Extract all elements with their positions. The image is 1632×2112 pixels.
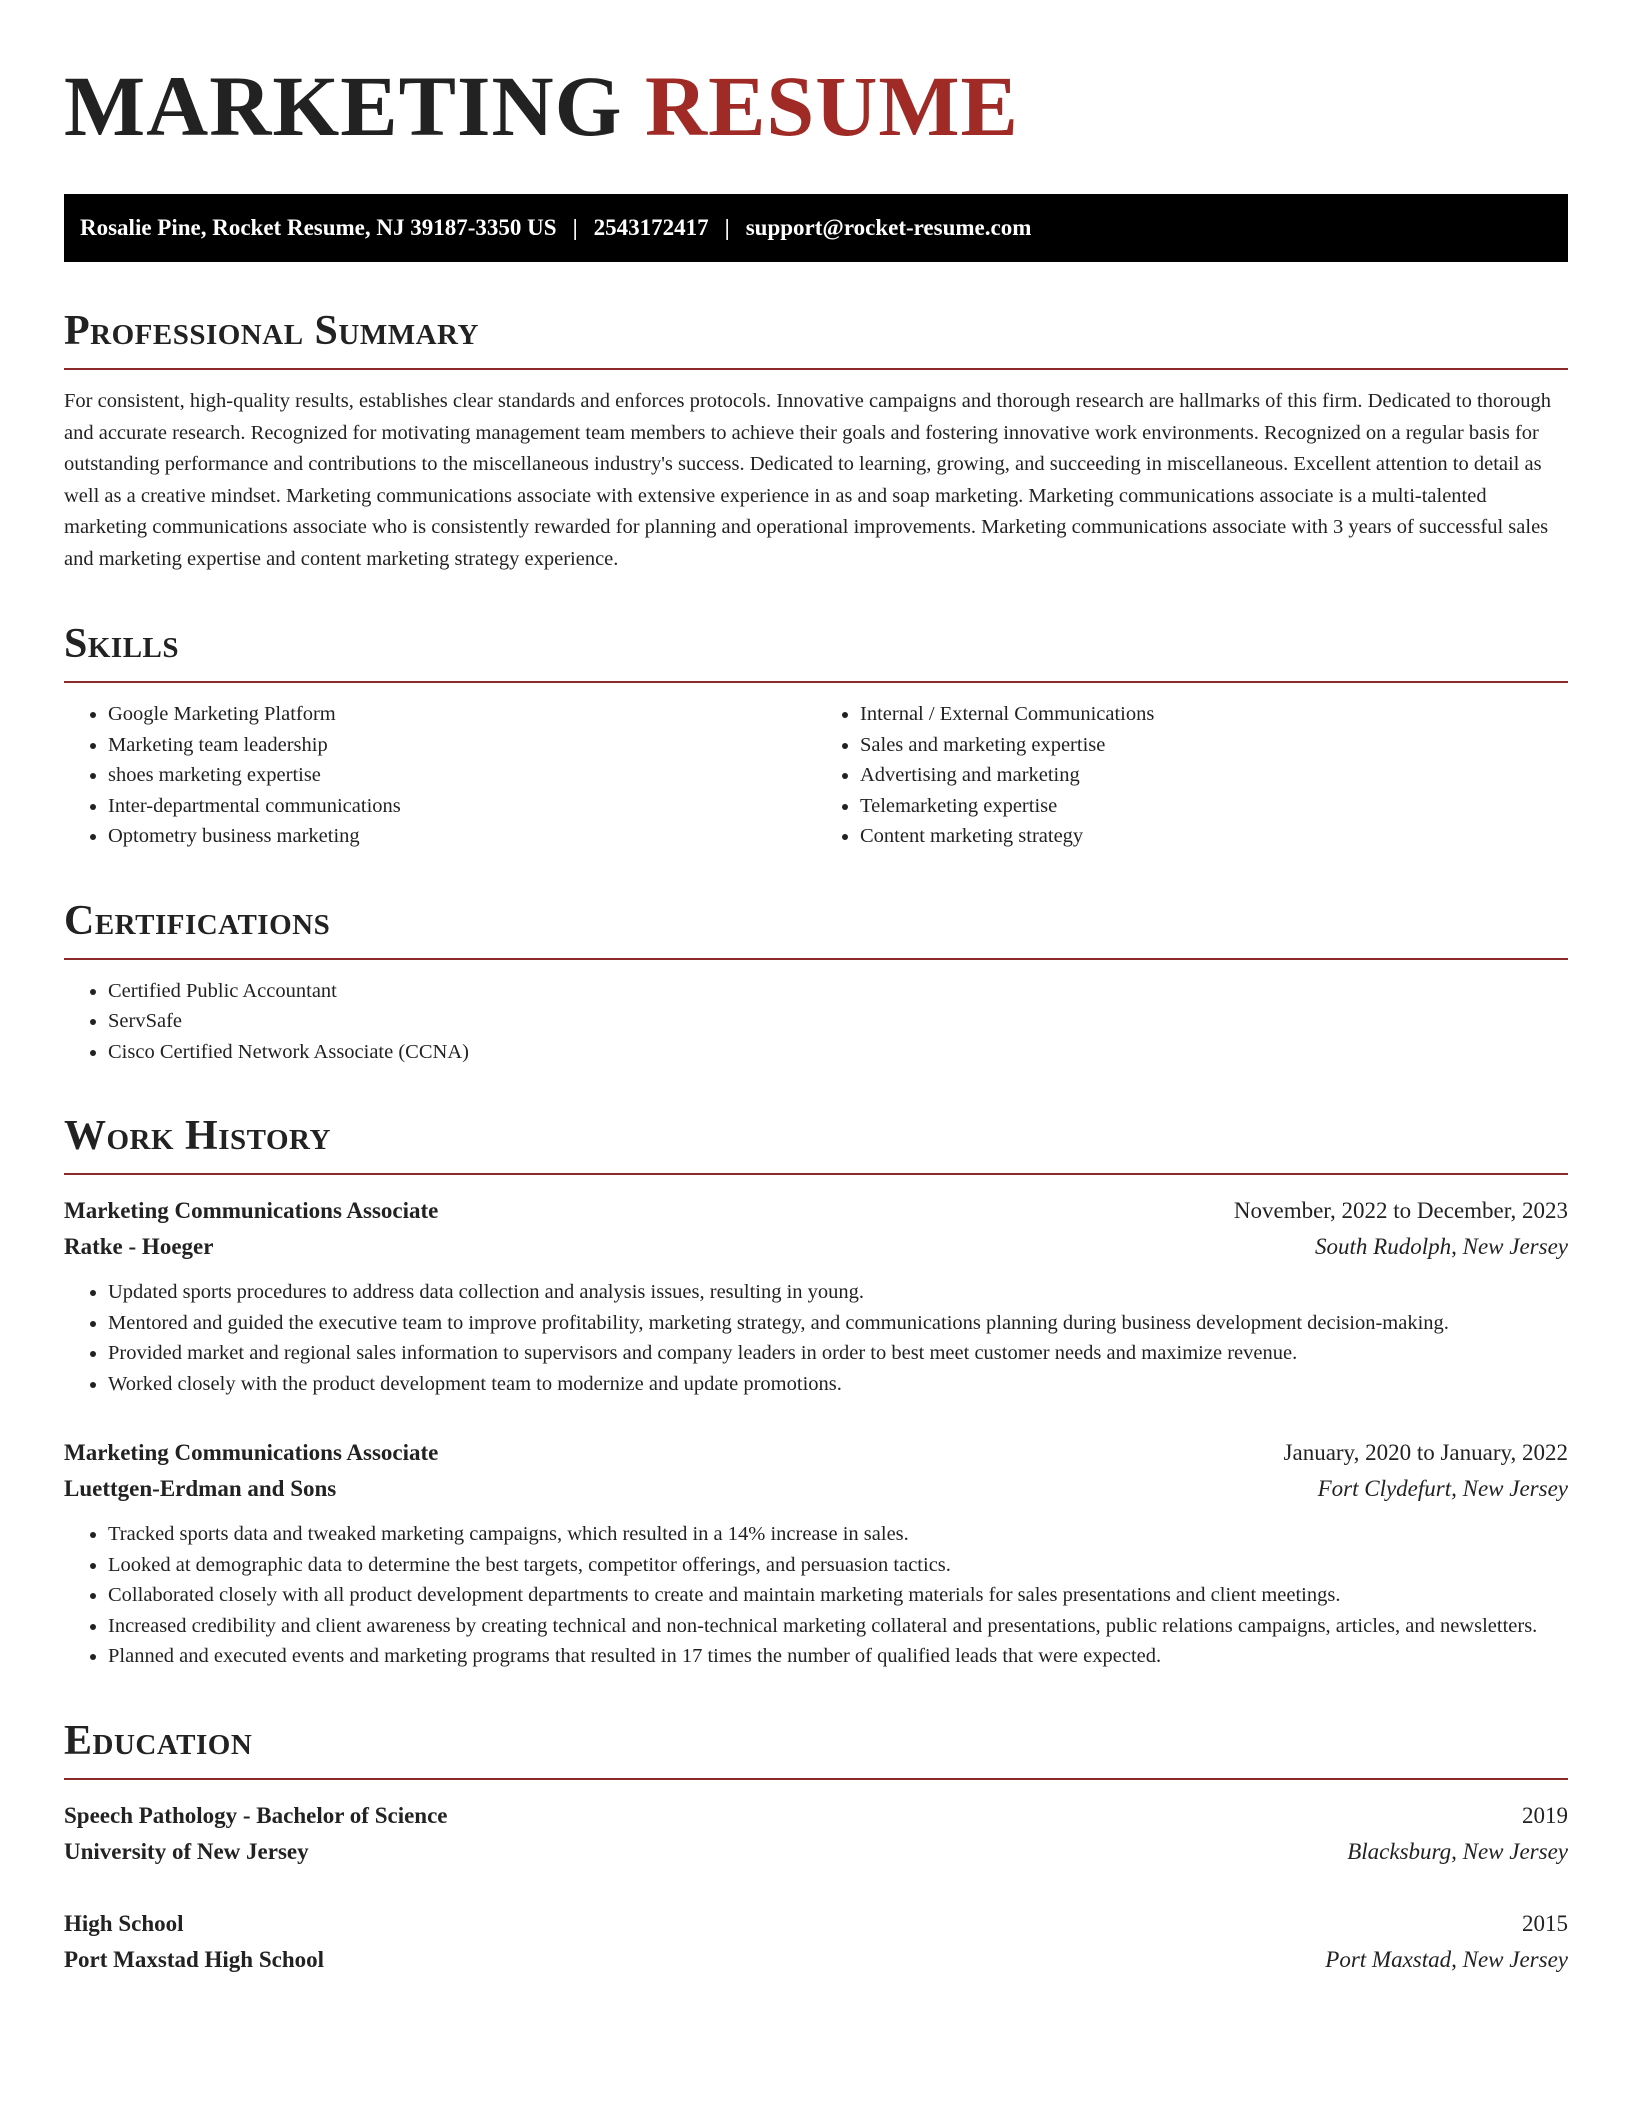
certifications-heading: Certifications <box>64 896 1568 960</box>
education-header-row <box>64 1798 1568 1834</box>
job-title: Marketing Communications Associate <box>64 1198 439 1223</box>
job-location: South Rudolph, New Jersey <box>1315 1234 1568 1259</box>
skills-list-left <box>64 699 816 852</box>
job-header-row <box>64 1193 1568 1229</box>
education-year: 2015 <box>1522 1910 1568 1936</box>
resume-title <box>64 0 1568 156</box>
contact-separator: | <box>572 215 578 240</box>
list-item: • Cisco Certified Network Associate (CCNA) <box>108 1037 1568 1068</box>
education-school: University of New Jersey <box>64 1838 309 1864</box>
summary-heading: Professional Summary <box>64 306 1568 370</box>
education-school-row <box>64 1942 1568 1978</box>
contact-phone: 2543172417 <box>593 215 709 240</box>
job-bullets <box>64 1519 1568 1672</box>
list-item: • Collaborated closely with all product development departments to create and maintain marketing materials for sales presentations and client meetings. <box>108 1580 1568 1611</box>
job-company: Luettgen-Erdman and Sons <box>64 1476 337 1501</box>
skills-list-right <box>816 699 1568 852</box>
list-item: • Advertising and marketing <box>860 760 1568 791</box>
job-company-row <box>64 1229 1568 1265</box>
job-bullets <box>64 1277 1568 1399</box>
title-accent: RESUME <box>644 58 1019 154</box>
job-entry <box>64 1435 1568 1672</box>
education-entry <box>64 1798 1568 1870</box>
title-main: MARKETING <box>64 58 623 154</box>
job-entry <box>64 1193 1568 1399</box>
education-year: 2019 <box>1522 1802 1568 1828</box>
education-location: Blacksburg, New Jersey <box>1347 1838 1568 1864</box>
education-school: Port Maxstad High School <box>64 1946 325 1972</box>
education-header-row <box>64 1906 1568 1942</box>
job-dates: November, 2022 to December, 2023 <box>1233 1198 1568 1223</box>
list-item: • Provided market and regional sales information to supervisors and company leaders in order to best meet customer needs and maximize revenue. <box>108 1338 1568 1369</box>
education-location: Port Maxstad, New Jersey <box>1325 1946 1568 1972</box>
education-degree: Speech Pathology - Bachelor of Science <box>64 1802 448 1828</box>
list-item: • Internal / External Communications <box>860 699 1568 730</box>
list-item: • Mentored and guided the executive team to improve profitability, marketing strategy, and communications planning during business development decision-making. <box>108 1308 1568 1339</box>
list-item: • Updated sports procedures to address data collection and analysis issues, resulting in young. <box>108 1277 1568 1308</box>
list-item: • Looked at demographic data to determine the best targets, competitor offerings, and persuasion tactics. <box>108 1550 1568 1581</box>
work-section <box>64 1111 1568 1672</box>
skills-grid <box>64 683 1568 852</box>
job-title: Marketing Communications Associate <box>64 1440 439 1465</box>
job-location: Fort Clydefurt, New Jersey <box>1317 1476 1568 1501</box>
list-item: • Tracked sports data and tweaked marketing campaigns, which resulted in a 14% increase in sales. <box>108 1519 1568 1550</box>
list-item: • Worked closely with the product development team to modernize and update promotions. <box>108 1369 1568 1400</box>
education-section <box>64 1716 1568 1978</box>
list-item: • Marketing team leadership <box>108 730 816 761</box>
job-header-row <box>64 1435 1568 1471</box>
summary-text: For consistent, high-quality results, establishes clear standards and enforces protocols. Innovative campaigns and thorough research are hallmarks of this firm. Dedicated to thorough and accurate research. Recognized for motivating management team members to achieve their goals and fostering innovative work environments. Recognized on a regular basis for outstanding performance and contributions to the miscellaneous industry's success. Dedicated to learning, growing, and succeeding in miscellaneous. Excellent attention to detail as well as a creative mindset. Marketing communications associate with extensive experience in as and soap marketing. Marketing communications associate is a multi-talented marketing communications associate who is consistently rewarded for planning and operational improvements. Marketing communications associate with 3 years of successful sales and marketing expertise and content marketing strategy experience. <box>64 390 1551 570</box>
education-degree: High School <box>64 1910 184 1936</box>
contact-address: Rosalie Pine, Rocket Resume, NJ 39187-3350 US <box>80 215 557 240</box>
list-item: • Content marketing strategy <box>860 821 1568 852</box>
education-school-row <box>64 1834 1568 1870</box>
summary-section <box>64 306 1568 575</box>
list-item: • Inter-departmental communications <box>108 791 816 822</box>
job-company: Ratke - Hoeger <box>64 1234 214 1259</box>
list-item: • Optometry business marketing <box>108 821 816 852</box>
certifications-section <box>64 896 1568 1068</box>
contact-separator: | <box>724 215 730 240</box>
list-item: • Sales and marketing expertise <box>860 730 1568 761</box>
skills-heading: Skills <box>64 619 1568 683</box>
certifications-list <box>64 976 1568 1068</box>
list-item: • Planned and executed events and marketing programs that resulted in 17 times the number of qualified leads that were expected. <box>108 1641 1568 1672</box>
job-dates: January, 2020 to January, 2022 <box>1283 1440 1568 1465</box>
list-item: • shoes marketing expertise <box>108 760 816 791</box>
skills-section <box>64 619 1568 852</box>
list-item: • Telemarketing expertise <box>860 791 1568 822</box>
list-item: • Increased credibility and client awareness by creating technical and non-technical marketing collateral and presentations, public relations campaigns, articles, and newsletters. <box>108 1611 1568 1642</box>
list-item: • ServSafe <box>108 1006 1568 1037</box>
education-heading: Education <box>64 1716 1568 1780</box>
list-item: • Certified Public Accountant <box>108 976 1568 1007</box>
work-heading: Work History <box>64 1111 1568 1175</box>
list-item: • Google Marketing Platform <box>108 699 816 730</box>
job-company-row <box>64 1471 1568 1507</box>
education-entry <box>64 1906 1568 1978</box>
contact-bar <box>64 194 1568 262</box>
contact-email: support@rocket-resume.com <box>745 215 1032 240</box>
